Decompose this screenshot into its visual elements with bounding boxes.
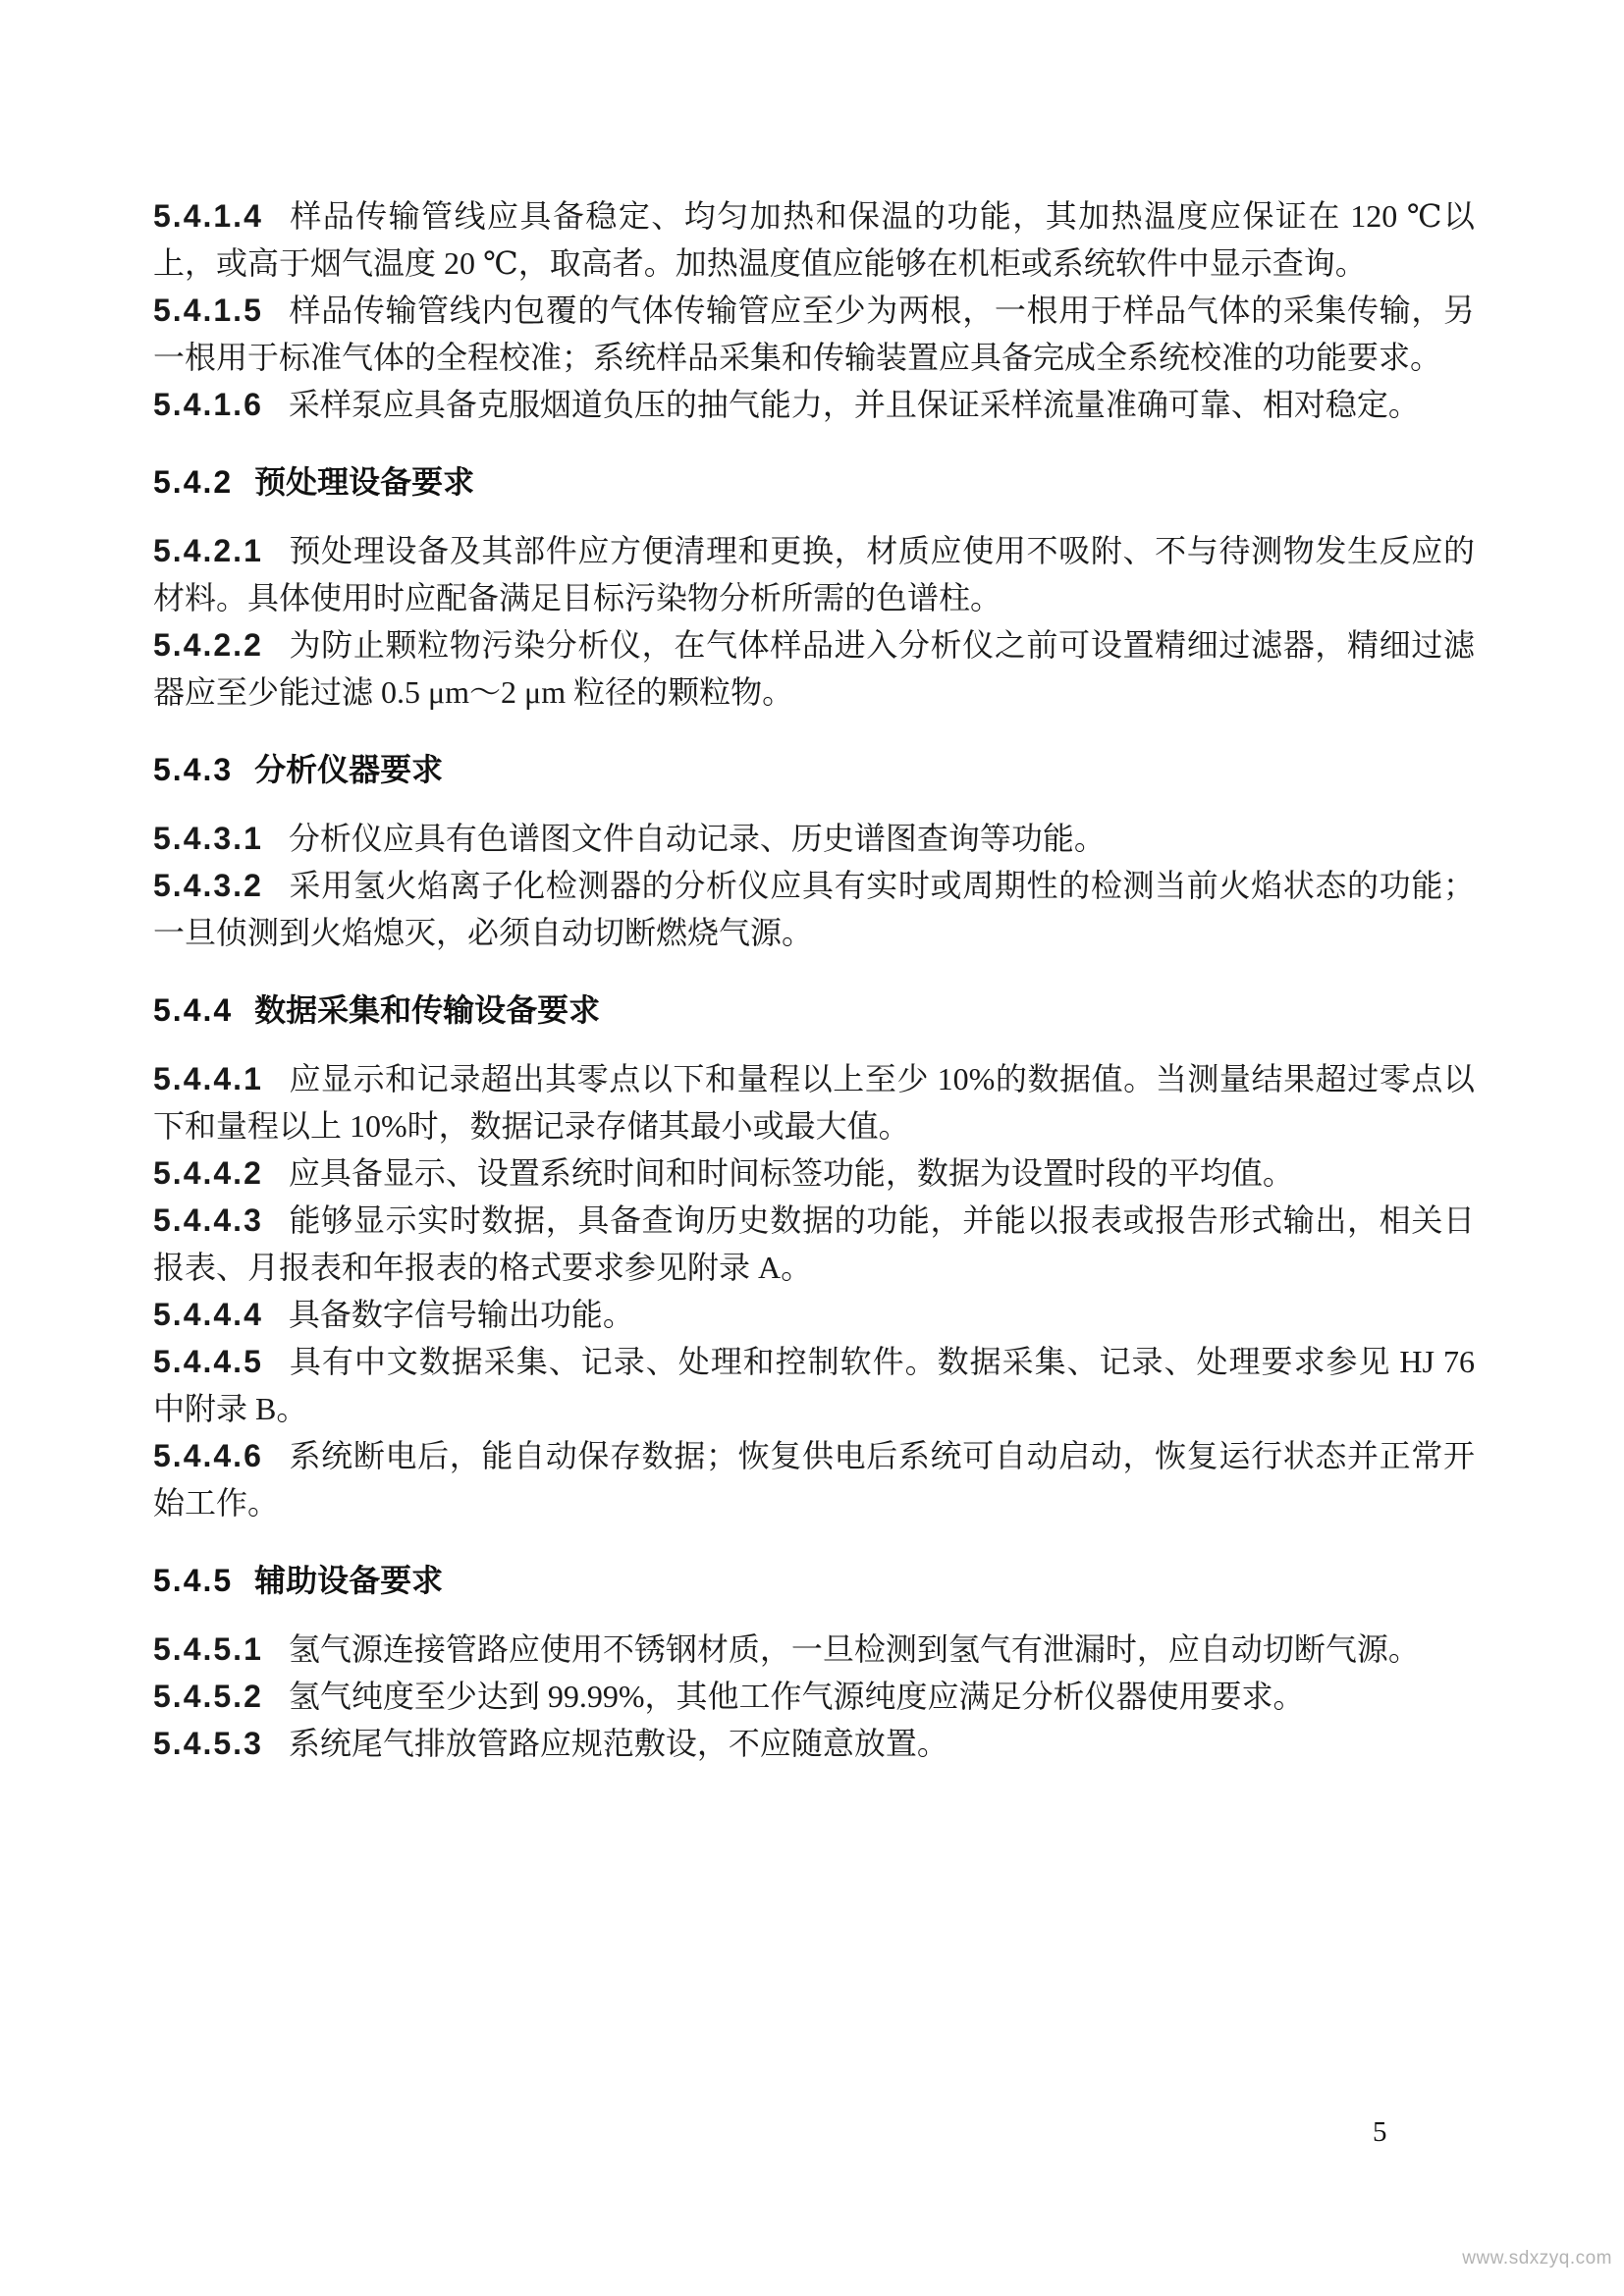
- clause-paragraph: [153, 527, 1475, 621]
- clause-text: 预处理设备及其部件应方便清理和更换，材质应使用不吸附、不与待测物发生反应的材料。具体使用时应配备满足目标污染物分析所需的色谱柱。: [153, 533, 1475, 615]
- clause-text: 样品传输管线应具备稳定、均匀加热和保温的功能，其加热温度应保证在 120 ℃以上，或高于烟气温度 20 ℃，取高者。加热温度值应能够在机柜或系统软件中显示查询。: [153, 198, 1475, 281]
- section-heading: [153, 987, 1475, 1034]
- clause-text: 采样泵应具备克服烟道负压的抽气能力，并且保证采样流量准确可靠、相对稳定。: [288, 387, 1420, 422]
- clause-text: 系统尾气排放管路应规范敷设，不应随意放置。: [288, 1726, 948, 1761]
- clause-text: 应具备显示、设置系统时间和时间标签功能，数据为设置时段的平均值。: [288, 1155, 1294, 1191]
- clause-number: 5.4.5.2: [153, 1679, 263, 1714]
- clause-paragraph: [153, 1338, 1475, 1432]
- clause-number: 5.4.4.3: [153, 1202, 263, 1238]
- clause-number: 5.4.1.4: [153, 198, 263, 234]
- heading-number: 5.4.4: [153, 992, 234, 1028]
- clause-text: 应显示和记录超出其零点以下和量程以上至少 10%的数据值。当测量结果超过零点以下和量程以上 10%时，数据记录存储其最小或最大值。: [153, 1061, 1475, 1144]
- clause-paragraph: [153, 1720, 1475, 1767]
- clause-paragraph: [153, 621, 1475, 716]
- clause-text: 能够显示实时数据，具备查询历史数据的功能，并能以报表或报告形式输出，相关日报表、月报表和年报表的格式要求参见附录 A。: [153, 1202, 1475, 1285]
- clause-number: 5.4.3.1: [153, 821, 263, 856]
- section-heading: [153, 1557, 1475, 1604]
- clause-number: 5.4.1.5: [153, 293, 263, 328]
- heading-title: 预处理设备要求: [254, 464, 475, 500]
- clause-text: 样品传输管线内包覆的气体传输管应至少为两根，一根用于样品气体的采集传输，另一根用于标准气体的全程校准；系统样品采集和传输装置应具备完成全系统校准的功能要求。: [153, 293, 1475, 375]
- clause-number: 5.4.5.1: [153, 1631, 263, 1667]
- clause-number: 5.4.2.2: [153, 627, 263, 663]
- page-number: 5: [1373, 2116, 1387, 2148]
- clause-text: 采用氢火焰离子化检测器的分析仪应具有实时或周期性的检测当前火焰状态的功能；一旦侦测到火焰熄灭，必须自动切断燃烧气源。: [153, 868, 1475, 950]
- clause-number: 5.4.5.3: [153, 1726, 263, 1761]
- heading-number: 5.4.2: [153, 464, 234, 500]
- clause-number: 5.4.2.1: [153, 533, 263, 568]
- clause-number: 5.4.1.6: [153, 387, 263, 422]
- clause-paragraph: [153, 1291, 1475, 1338]
- watermark-text: www.sdxzyq.com: [1462, 2248, 1612, 2269]
- clause-paragraph: [153, 192, 1475, 287]
- section-heading: [153, 458, 1475, 506]
- clause-paragraph: [153, 1626, 1475, 1673]
- clause-number: 5.4.4.2: [153, 1155, 263, 1191]
- clause-paragraph: [153, 1055, 1475, 1149]
- clause-paragraph: [153, 381, 1475, 428]
- clause-text: 分析仪应具有色谱图文件自动记录、历史谱图查询等功能。: [288, 821, 1106, 856]
- section-heading: [153, 746, 1475, 793]
- clause-number: 5.4.3.2: [153, 868, 263, 903]
- clause-text: 为防止颗粒物污染分析仪，在气体样品进入分析仪之前可设置精细过滤器，精细过滤器应至少能过滤 0.5 μm～2 μm 粒径的颗粒物。: [153, 627, 1475, 710]
- clause-paragraph: [153, 1673, 1475, 1720]
- document-content: [153, 192, 1475, 1767]
- clause-text: 氢气纯度至少达到 99.99%，其他工作气源纯度应满足分析仪器使用要求。: [288, 1679, 1305, 1714]
- heading-number: 5.4.3: [153, 752, 234, 787]
- clause-number: 5.4.4.1: [153, 1061, 263, 1096]
- clause-paragraph: [153, 815, 1475, 862]
- clause-paragraph: [153, 1432, 1475, 1526]
- clause-number: 5.4.4.6: [153, 1438, 263, 1473]
- clause-paragraph: [153, 862, 1475, 956]
- clause-text: 氢气源连接管路应使用不锈钢材质，一旦检测到氢气有泄漏时，应自动切断气源。: [288, 1631, 1420, 1667]
- clause-paragraph: [153, 287, 1475, 381]
- clause-number: 5.4.4.4: [153, 1297, 263, 1332]
- clause-text: 系统断电后，能自动保存数据；恢复供电后系统可自动启动，恢复运行状态并正常开始工作。: [153, 1438, 1475, 1521]
- clause-paragraph: [153, 1149, 1475, 1197]
- heading-number: 5.4.5: [153, 1563, 234, 1598]
- clause-number: 5.4.4.5: [153, 1344, 263, 1379]
- heading-title: 分析仪器要求: [254, 752, 444, 787]
- heading-title: 数据采集和传输设备要求: [254, 992, 601, 1028]
- heading-title: 辅助设备要求: [254, 1563, 444, 1598]
- clause-paragraph: [153, 1197, 1475, 1291]
- clause-text: 具备数字信号输出功能。: [288, 1297, 634, 1332]
- clause-text: 具有中文数据采集、记录、处理和控制软件。数据采集、记录、处理要求参见 HJ 76 中附录 B。: [153, 1344, 1475, 1426]
